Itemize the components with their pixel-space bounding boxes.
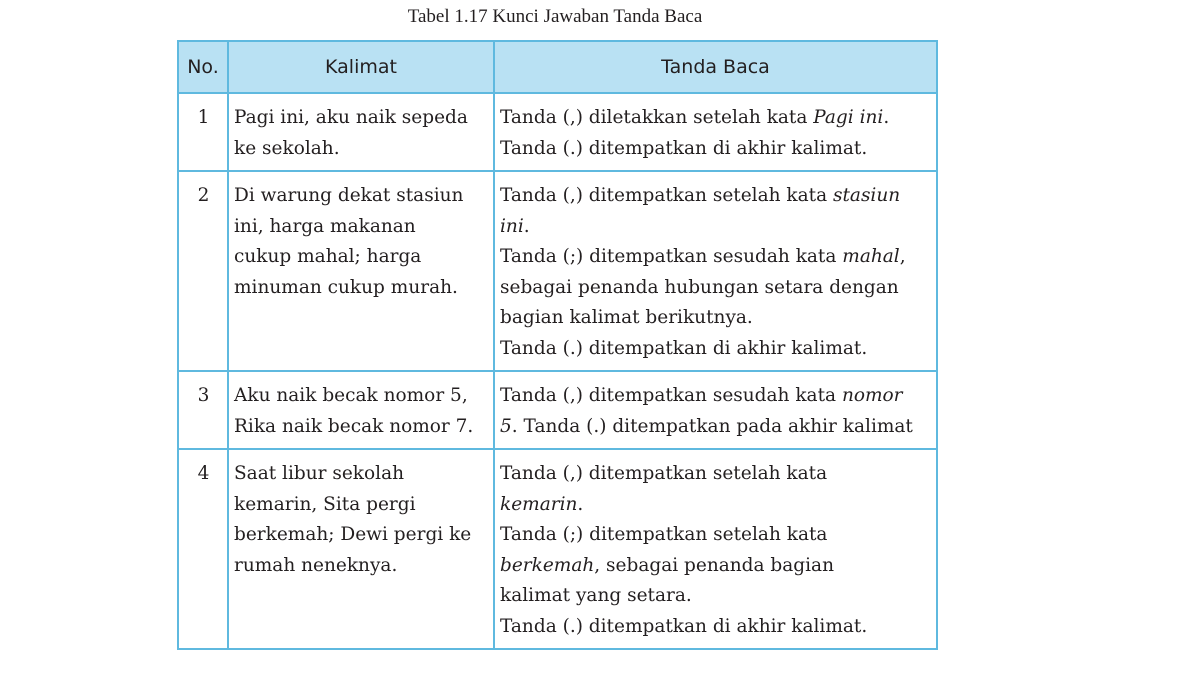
- row-number: 4: [178, 449, 228, 649]
- header-tanda-baca: Tanda Baca: [494, 41, 937, 93]
- tanda-line: Tanda (,) ditempatkan sesudah kata nomor: [500, 385, 903, 406]
- table-row: [178, 93, 937, 171]
- tanda-line: Tanda (;) ditempatkan setelah kata: [500, 524, 828, 545]
- tanda-line: Tanda (,) ditempatkan setelah kata: [500, 463, 828, 484]
- kalimat-line: rumah neneknya.: [234, 554, 398, 576]
- kalimat-line: minuman cukup murah.: [234, 276, 458, 298]
- tanda-line: kalimat yang setara.: [500, 585, 692, 606]
- table-row: [178, 449, 937, 649]
- tanda-baca-cell: [494, 171, 937, 371]
- kalimat-line: ke sekolah.: [234, 137, 340, 159]
- table-caption: Tabel 1.17 Kunci Jawaban Tanda Baca: [407, 6, 703, 27]
- tanda-line: bagian kalimat berikutnya.: [500, 307, 753, 328]
- kalimat-line: Di warung dekat stasiun: [234, 185, 464, 206]
- tanda-line: Tanda (;) ditempatkan sesudah kata mahal,: [500, 246, 906, 267]
- table-row: [178, 371, 937, 449]
- tanda-baca-cell: [494, 93, 937, 171]
- tanda-line: berkemah, sebagai penanda bagian: [500, 554, 835, 576]
- kalimat-line: ini, harga makanan: [234, 215, 416, 237]
- kalimat-line: Pagi ini, aku naik sepeda: [234, 107, 468, 128]
- header-no: No.: [178, 41, 228, 93]
- tanda-baca-cell: [494, 371, 937, 449]
- kalimat-line: Saat libur sekolah: [234, 463, 405, 484]
- tanda-line: Tanda (.) ditempatkan di akhir kalimat.: [500, 137, 868, 159]
- tanda-baca-cell: [494, 449, 937, 649]
- kalimat-line: berkemah; Dewi pergi ke: [234, 524, 472, 545]
- table-row: [178, 171, 937, 371]
- kalimat-cell: [228, 449, 494, 649]
- kalimat-line: cukup mahal; harga: [234, 246, 422, 267]
- kalimat-line: kemarin, Sita pergi: [234, 493, 416, 515]
- tanda-line: Tanda (,) ditempatkan setelah kata stasiun: [500, 185, 901, 206]
- tanda-line: 5. Tanda (.) ditempatkan pada akhir kalimat: [500, 415, 913, 437]
- row-number: 1: [178, 93, 228, 171]
- tanda-line: sebagai penanda hubungan setara dengan: [500, 276, 899, 298]
- tanda-line: Tanda (.) ditempatkan di akhir kalimat.: [500, 615, 868, 637]
- kalimat-cell: [228, 93, 494, 171]
- kalimat-cell: [228, 171, 494, 371]
- header-kalimat: Kalimat: [228, 41, 494, 93]
- header-row: [178, 41, 937, 93]
- tanda-line: ini.: [500, 215, 530, 237]
- punctuation-answer-table: [177, 40, 938, 650]
- kalimat-cell: [228, 371, 494, 449]
- kalimat-line: Aku naik becak nomor 5,: [234, 385, 468, 406]
- row-number: 2: [178, 171, 228, 371]
- tanda-line: kemarin.: [500, 493, 584, 515]
- tanda-line: Tanda (.) ditempatkan di akhir kalimat.: [500, 337, 868, 359]
- tanda-line: Tanda (,) diletakkan setelah kata Pagi ini.: [500, 107, 890, 128]
- row-number: 3: [178, 371, 228, 449]
- kalimat-line: Rika naik becak nomor 7.: [234, 415, 474, 437]
